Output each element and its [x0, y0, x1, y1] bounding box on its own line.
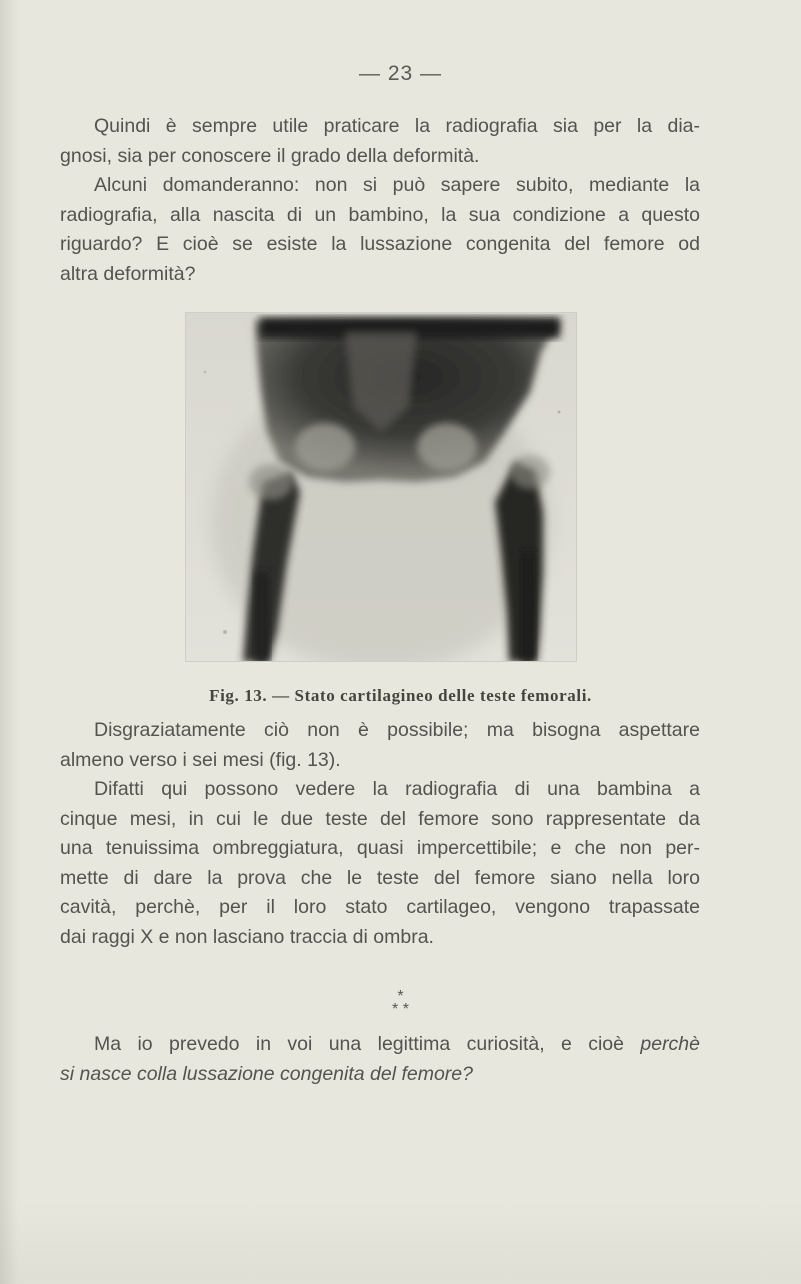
- paragraph-unfortunately: [60, 716, 700, 775]
- text-line: gnosi, sia per conoscere il grado della deformità.: [60, 144, 480, 167]
- text-line: dai raggi X e non lasciano traccia di ombra.: [60, 925, 434, 948]
- text-line: almeno verso i sei mesi (fig. 13).: [60, 748, 341, 771]
- radiograph-figure: [185, 312, 577, 662]
- text-line: Disgraziatamente ciò non è possibile; ma bisogna aspettare: [94, 719, 700, 741]
- text-line: cavità, perchè, per il loro stato cartilageo, vengono trapassate: [60, 896, 700, 919]
- text-line: altra deformità?: [60, 262, 196, 285]
- paragraph-curiosity: [60, 1030, 700, 1089]
- text-line: Quindi è sempre utile praticare la radiografia sia per la dia-: [94, 115, 700, 137]
- figure-caption: Fig. 13. — Stato cartilagineo delle teste femorali.: [209, 686, 592, 705]
- text-run: Ma io prevedo in voi una legittima curiosità, e cioè: [94, 1033, 641, 1055]
- text-line: una tenuissima ombreggiatura, quasi impercettibile; e che non per-: [60, 837, 700, 860]
- paragraph-radiography-utility: [60, 112, 700, 171]
- text-line: Alcuni domanderanno: non si può sapere subito, mediante la: [94, 174, 700, 196]
- asterism-bottom: * *: [392, 1001, 409, 1018]
- text-line: riguardo? E cioè se esiste la lussazione congenita del femore od: [60, 233, 700, 256]
- text-line: cinque mesi, in cui le due teste del femore sono rappresentate da: [60, 807, 700, 830]
- section-asterism: [0, 990, 801, 1016]
- text-line: mette di dare la prova che le teste del femore siano nella loro: [60, 866, 700, 889]
- text-line: Difatti qui possono vedere la radiografia di una bambina a: [94, 778, 700, 800]
- text-line: radiografia, alla nascita di un bambino, la sua condizione a questo: [60, 203, 700, 226]
- paragraph-question: [60, 171, 700, 289]
- italic-line: si nasce colla lussazione congenita del femore?: [60, 1062, 473, 1085]
- paragraph-explanation: [60, 775, 700, 953]
- text-line: [60, 1030, 700, 1060]
- italic-run: perchè: [640, 1033, 700, 1055]
- radiograph-image: [185, 312, 577, 662]
- asterism-top: *: [397, 988, 404, 1005]
- page-number: — 23 —: [358, 62, 443, 85]
